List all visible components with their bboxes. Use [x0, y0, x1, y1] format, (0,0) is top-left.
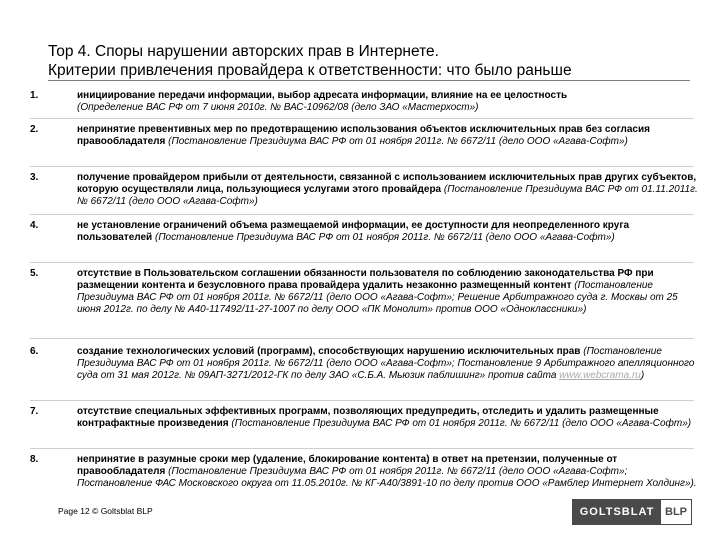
list-item-1	[30, 90, 700, 114]
item-divider	[30, 214, 694, 215]
list-item-4	[30, 220, 700, 244]
item-lead: отсутствие в Пользовательском соглашении обязанности пользователя по соблюдению законодательства РФ при размещении контента и безусловного права провайдера удалить незаконно размещенный контент	[77, 268, 654, 291]
item-number: 1.	[30, 90, 39, 101]
item-reference: (Постановление Президиума ВАС РФ от 01 ноября 2011г. № 6672/11 (дело ООО «Агава-Софт»; Постановление 9 Арбитражного апелляционного суда от 31 мая 2012г. № 09АП-3271/2012-ГК по делу ЗАО «С.Б.А. Мьюзик паблишинг» против сайта	[77, 346, 695, 381]
item-lead: непринятие в разумные сроки мер (удаление, блокирование контента) в ответ на претензии, полученные от правообладателя	[77, 454, 618, 477]
item-lead: отсутствие специальных эффективных программ, позволяющих предупредить, отследить и удалить размещенные контрафактные произведения	[77, 406, 659, 429]
item-reference: (Постановление Президиума ВАС РФ от 01 ноября 2011г. № 6672/11 (дело ООО «Агава-Софт»; Постановление ФАС Московского округа от 11.05.2010г. № КГ-А40/3891-10 по делу против ООО «Рамблер Интернет Холдинг»).	[77, 466, 697, 489]
list-item-5	[30, 268, 700, 316]
item-divider	[30, 448, 694, 449]
title-line-2: Критерии привлечения провайдера к ответственности: что было раньше	[48, 62, 572, 79]
slide-title	[48, 42, 688, 80]
item-number: 2.	[30, 124, 39, 135]
copyright-icon: ©	[92, 506, 99, 516]
item-reference: (Постановление Президиума ВАС РФ от 01 ноября 2011г. № 6672/11 (дело ООО «Агава-Софт»)	[154, 232, 615, 243]
item-reference: (Постановление Президиума ВАС РФ от 01 ноября 2011г. № 6672/11 (дело ООО «Агава-Софт»)	[231, 418, 692, 429]
item-number: 6.	[30, 346, 39, 357]
item-number: 7.	[30, 406, 39, 417]
item-lead: не установление ограничений объема размещаемой информации, ее доступности для неопределенного круга пользователей	[77, 220, 630, 243]
item-lead: создание технологических условий (программ), способствующих нарушению исключительных прав	[77, 346, 581, 357]
company-name: Goltsblat BLP	[100, 506, 153, 516]
item-divider	[30, 338, 694, 339]
item-divider	[30, 118, 694, 119]
item-divider	[30, 166, 694, 167]
item-reference: (Постановление Президиума ВАС РФ от 01 ноября 2011г. № 6672/11 (дело ООО «Агава-Софт»; Решение Арбитражного суда г. Москвы от 25 июня 2012г. по делу № А40-117492/11-27-1007 по делу ООО «ПК Монолит» против ООО «Одноклассники»)	[77, 280, 678, 315]
website-link[interactable]: www.webcrama.ru	[559, 370, 641, 381]
company-logo	[572, 499, 692, 525]
item-number: 4.	[30, 220, 39, 231]
title-divider	[48, 80, 690, 81]
item-lead: непринятие превентивных мер по предотвращению использования объектов исключительных прав без согласия правообладателя	[77, 124, 650, 147]
list-item-8	[30, 454, 700, 490]
list-item-3	[30, 172, 700, 208]
item-number: 8.	[30, 454, 39, 465]
item-lead: инициирование передачи информации, выбор адресата информации, влияние на ее целостность	[77, 90, 568, 101]
logo-right: BLP	[665, 506, 687, 518]
title-line-1: Тор 4. Споры нарушении авторских прав в Интернете.	[48, 43, 439, 60]
item-divider	[30, 262, 694, 263]
item-reference: (Постановление Президиума ВАС РФ от 01.11.2011г. № 6672/11 (дело ООО «Агава-Софт»)	[77, 184, 698, 207]
list-item-2	[30, 124, 700, 148]
item-divider	[30, 400, 694, 401]
list-item-7	[30, 406, 700, 430]
item-reference: (Определение ВАС РФ от 7 июня 2010г. № ВАС-10962/08 (дело ЗАО «Мастерхост»)	[77, 102, 479, 113]
item-number: 3.	[30, 172, 39, 183]
page-number: Page 12	[58, 506, 90, 516]
item-reference-end: )	[640, 370, 645, 381]
item-number: 5.	[30, 268, 39, 279]
page-footer	[58, 506, 153, 516]
list-item-6	[30, 346, 700, 382]
item-lead: получение провайдером прибыли от деятельности, связанной с использованием исключительных прав других субъектов, которую осуществляли лица, пользующиеся услугами этого провайдера	[77, 172, 697, 195]
logo-left: GOLTSBLAT	[573, 500, 661, 524]
item-reference: (Постановление Президиума ВАС РФ от 01 ноября 2011г. № 6672/11 (дело ООО «Агава-Софт»)	[168, 136, 628, 147]
